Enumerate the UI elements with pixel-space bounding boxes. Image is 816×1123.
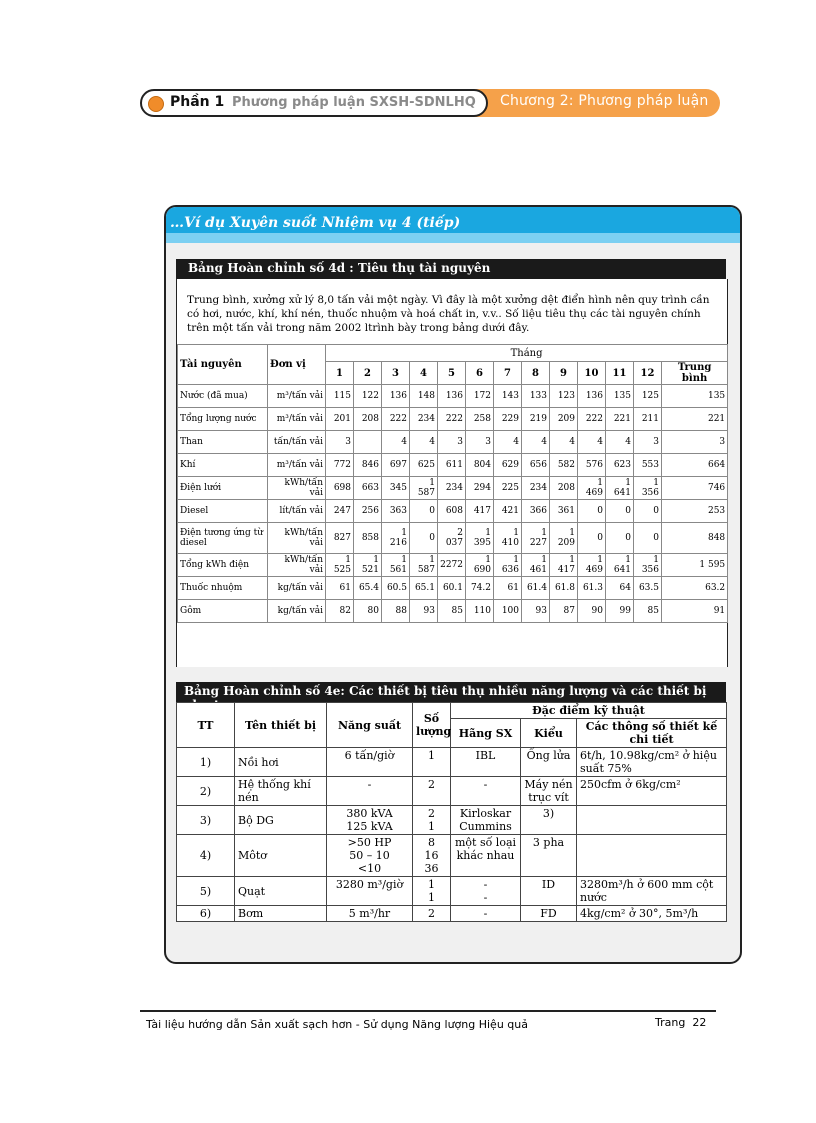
resource-unit: m³/tấn vải <box>268 408 326 431</box>
month-header: 7 <box>494 362 522 385</box>
month-value: 61.4 <box>522 577 550 600</box>
equipment-maker: Kirloskar Cummins <box>451 806 521 835</box>
month-value: 136 <box>382 385 410 408</box>
page-value: 22 <box>692 1016 707 1029</box>
month-value: 0 <box>410 500 438 523</box>
equipment-maker: IBL <box>451 748 521 777</box>
month-value: 1 417 <box>550 554 578 577</box>
month-value: 611 <box>438 454 466 477</box>
month-header: 11 <box>606 362 634 385</box>
month-value: 222 <box>578 408 606 431</box>
month-value: 93 <box>522 600 550 623</box>
resource-name: Thuốc nhuộm <box>178 577 268 600</box>
equipment-type: ID <box>521 877 577 906</box>
col-resource: Tài nguyên <box>178 345 268 385</box>
equipment-qty: 2 <box>413 906 451 922</box>
table-row <box>178 408 728 431</box>
equipment-detail <box>577 835 727 877</box>
month-value: 625 <box>410 454 438 477</box>
table-row <box>178 577 728 600</box>
month-value: 0 <box>578 523 606 554</box>
month-value: 0 <box>606 500 634 523</box>
resource-name: Khí <box>178 454 268 477</box>
equipment-maker: một số loại khác nhau <box>451 835 521 877</box>
chapter-header <box>140 89 720 117</box>
equipment-detail: 3280m³/h ở 600 mm cột nước <box>577 877 727 906</box>
equipment-capacity: 5 m³/hr <box>327 906 413 922</box>
month-value: 4 <box>606 431 634 454</box>
equipment-maker: - <box>451 777 521 806</box>
month-value: 221 <box>606 408 634 431</box>
month-value: 4 <box>550 431 578 454</box>
footer-text: Tài liệu hướng dẫn Sản xuất sạch hơn - Sử dụng Năng lượng Hiệu quả <box>146 1018 528 1031</box>
month-value: 256 <box>354 500 382 523</box>
month-value: 1 469 <box>578 477 606 500</box>
average-value: 135 <box>662 385 728 408</box>
month-value: 61 <box>326 577 354 600</box>
month-value: 90 <box>578 600 606 623</box>
equipment-type: Ống lửa <box>521 748 577 777</box>
resource-unit: kg/tấn vải <box>268 577 326 600</box>
table-row <box>177 906 727 922</box>
month-value: 229 <box>494 408 522 431</box>
equipment-name: Môtơ <box>235 835 327 877</box>
equipment-capacity: >50 HP 50 – 10 <10 <box>327 835 413 877</box>
month-value: 1 587 <box>410 477 438 500</box>
resource-unit: kWh/tấn vải <box>268 523 326 554</box>
equipment-qty: 2 1 <box>413 806 451 835</box>
month-value: 60.5 <box>382 577 410 600</box>
month-value: 61.3 <box>578 577 606 600</box>
month-header: 1 <box>326 362 354 385</box>
month-value: 4 <box>494 431 522 454</box>
equipment-tt: 6) <box>177 906 235 922</box>
month-value: 1 395 <box>466 523 494 554</box>
resource-name: Tổng kWh điện <box>178 554 268 577</box>
month-value: 219 <box>522 408 550 431</box>
month-value: 2272 <box>438 554 466 577</box>
equipment-qty: 2 <box>413 777 451 806</box>
month-value: 61 <box>494 577 522 600</box>
table-row <box>178 523 728 554</box>
table4d-box <box>176 279 728 667</box>
month-value: 698 <box>326 477 354 500</box>
col-spec: Đặc điểm kỹ thuật <box>451 703 727 719</box>
month-value: 366 <box>522 500 550 523</box>
month-value: 61.8 <box>550 577 578 600</box>
chapter-tab <box>470 89 720 117</box>
equipment-tt: 3) <box>177 806 235 835</box>
table-row <box>178 500 728 523</box>
equipment-tt: 5) <box>177 877 235 906</box>
month-value: 133 <box>522 385 550 408</box>
resource-unit: m³/tấn vải <box>268 454 326 477</box>
equipment-type: Máy nén trục vít <box>521 777 577 806</box>
month-value: 858 <box>354 523 382 554</box>
example-banner <box>166 207 740 243</box>
col-qty: Số lượng <box>413 703 451 748</box>
table4d-title: Bảng Hoàn chỉnh số 4d : Tiêu thụ tài nguyên <box>188 261 491 275</box>
month-value: 208 <box>354 408 382 431</box>
resource-name: Điện tương ứng từ diesel <box>178 523 268 554</box>
equipment-maker: - <box>451 906 521 922</box>
month-value: 1 636 <box>494 554 522 577</box>
month-value: 99 <box>606 600 634 623</box>
banner-stripe <box>166 233 740 243</box>
col-maker: Hãng SX <box>451 719 521 748</box>
month-value: 123 <box>550 385 578 408</box>
month-value: 65.1 <box>410 577 438 600</box>
month-value: 0 <box>606 523 634 554</box>
table4e-title-bar <box>176 682 726 702</box>
resource-unit: kWh/tấn vải <box>268 554 326 577</box>
month-value: 772 <box>326 454 354 477</box>
month-value: 576 <box>578 454 606 477</box>
month-value: 1 469 <box>578 554 606 577</box>
table-row <box>177 748 727 777</box>
month-value: 4 <box>578 431 606 454</box>
month-value: 582 <box>550 454 578 477</box>
banner-title: …Ví dụ Xuyên suốt Nhiệm vụ 4 (tiếp) <box>170 215 461 231</box>
month-value: 3 <box>466 431 494 454</box>
equipment-name: Bơm <box>235 906 327 922</box>
table4d-intro: Trung bình, xưởng xử lý 8,0 tấn vải một ngày. Vì đây là một xưởng dệt điển hình nên quy trình cần có hơi, nước, khí, khí nén, thuốc nhuộm và hoá chất in, v.v.. Số liệu tiêu thụ các tài nguyên chính trên một tấn vải trong năm 2002 ltrình bày trong bảng dưới đây. <box>187 294 710 334</box>
month-value: 3 <box>438 431 466 454</box>
month-header: 10 <box>578 362 606 385</box>
month-value: 234 <box>522 477 550 500</box>
average-value: 746 <box>662 477 728 500</box>
month-value: 209 <box>550 408 578 431</box>
col-type: Kiểu <box>521 719 577 748</box>
resource-unit: kg/tấn vải <box>268 600 326 623</box>
table-row <box>177 877 727 906</box>
month-value: 0 <box>634 500 662 523</box>
month-header: 8 <box>522 362 550 385</box>
month-value: 93 <box>410 600 438 623</box>
equipment-name: Bộ DG <box>235 806 327 835</box>
equipment-name: Hệ thống khí nén <box>235 777 327 806</box>
equipment-detail: 6t/h, 10.98kg/cm² ở hiệu suất 75% <box>577 748 727 777</box>
month-value: 125 <box>634 385 662 408</box>
resource-name: Gôm <box>178 600 268 623</box>
month-value <box>354 431 382 454</box>
month-value: 1 690 <box>466 554 494 577</box>
month-value: 135 <box>606 385 634 408</box>
month-header: 2 <box>354 362 382 385</box>
resource-name: Tổng lượng nước <box>178 408 268 431</box>
equipment-tt: 2) <box>177 777 235 806</box>
table-row <box>177 777 727 806</box>
table4e <box>176 702 727 922</box>
month-value: 1 525 <box>326 554 354 577</box>
month-header: 9 <box>550 362 578 385</box>
month-value: 87 <box>550 600 578 623</box>
equipment-capacity: 380 kVA 125 kVA <box>327 806 413 835</box>
equipment-type: 3 pha <box>521 835 577 877</box>
page-label: Trang <box>655 1016 686 1029</box>
equipment-qty: 8 16 36 <box>413 835 451 877</box>
average-value: 253 <box>662 500 728 523</box>
col-unit: Đơn vị <box>268 345 326 385</box>
month-value: 136 <box>438 385 466 408</box>
month-value: 417 <box>466 500 494 523</box>
month-value: 3 <box>326 431 354 454</box>
table-row <box>177 806 727 835</box>
table-row <box>178 554 728 577</box>
resource-name: Diesel <box>178 500 268 523</box>
month-value: 1 356 <box>634 477 662 500</box>
equipment-capacity: 6 tấn/giờ <box>327 748 413 777</box>
equipment-detail: 250cfm ở 6kg/cm² <box>577 777 727 806</box>
table4d-title-bar <box>176 259 726 279</box>
resource-name: Than <box>178 431 268 454</box>
equipment-maker: - - <box>451 877 521 906</box>
col-month: Tháng <box>326 345 728 362</box>
month-value: 1 641 <box>606 554 634 577</box>
equipment-name: Nồi hơi <box>235 748 327 777</box>
resource-unit: lít/tấn vải <box>268 500 326 523</box>
month-header: 5 <box>438 362 466 385</box>
month-value: 1 356 <box>634 554 662 577</box>
month-value: 222 <box>382 408 410 431</box>
month-value: 208 <box>550 477 578 500</box>
month-value: 553 <box>634 454 662 477</box>
resource-unit: m³/tấn vải <box>268 385 326 408</box>
col-capacity: Năng suất <box>327 703 413 748</box>
month-value: 663 <box>354 477 382 500</box>
month-value: 656 <box>522 454 550 477</box>
month-value: 100 <box>494 600 522 623</box>
footer-rule <box>140 1010 716 1012</box>
month-value: 85 <box>634 600 662 623</box>
month-value: 4 <box>382 431 410 454</box>
month-value: 3 <box>634 431 662 454</box>
equipment-type: FD <box>521 906 577 922</box>
month-value: 211 <box>634 408 662 431</box>
equipment-tt: 4) <box>177 835 235 877</box>
equipment-name: Quạt <box>235 877 327 906</box>
month-header: 6 <box>466 362 494 385</box>
average-value: 63.2 <box>662 577 728 600</box>
month-value: 2 037 <box>438 523 466 554</box>
month-value: 294 <box>466 477 494 500</box>
month-value: 827 <box>326 523 354 554</box>
month-value: 143 <box>494 385 522 408</box>
month-value: 122 <box>354 385 382 408</box>
month-value: 1 461 <box>522 554 550 577</box>
equipment-qty: 1 <box>413 748 451 777</box>
chapter-title: Chương 2: Phương pháp luận <box>500 93 709 109</box>
equipment-tt: 1) <box>177 748 235 777</box>
month-value: 247 <box>326 500 354 523</box>
month-value: 64 <box>606 577 634 600</box>
month-value: 222 <box>438 408 466 431</box>
part-title: Phương pháp luận SXSH-SDNLHQ <box>232 95 476 110</box>
month-value: 4 <box>410 431 438 454</box>
resource-name: Nước (đã mua) <box>178 385 268 408</box>
table-row <box>178 431 728 454</box>
example-frame <box>164 205 742 964</box>
month-value: 234 <box>410 408 438 431</box>
table4e-title: Bảng Hoàn chỉnh số 4e: Các thiết bị tiêu thụ nhiều năng lượng và các thiết bị <box>184 684 707 698</box>
month-value: 60.1 <box>438 577 466 600</box>
table-row <box>178 600 728 623</box>
month-value: 1 641 <box>606 477 634 500</box>
table-row <box>177 835 727 877</box>
month-value: 363 <box>382 500 410 523</box>
month-value: 1 227 <box>522 523 550 554</box>
resource-unit: tấn/tấn vải <box>268 431 326 454</box>
month-value: 1 209 <box>550 523 578 554</box>
table-row <box>178 454 728 477</box>
month-value: 361 <box>550 500 578 523</box>
month-header: 12 <box>634 362 662 385</box>
equipment-detail: 4kg/cm² ở 30°, 5m³/h <box>577 906 727 922</box>
month-value: 804 <box>466 454 494 477</box>
average-value: 1 595 <box>662 554 728 577</box>
average-value: 848 <box>662 523 728 554</box>
month-value: 234 <box>438 477 466 500</box>
equipment-capacity: 3280 m³/giờ <box>327 877 413 906</box>
month-value: 4 <box>522 431 550 454</box>
month-header: 3 <box>382 362 410 385</box>
average-value: 3 <box>662 431 728 454</box>
month-value: 136 <box>578 385 606 408</box>
page-number <box>655 1016 706 1029</box>
month-value: 201 <box>326 408 354 431</box>
bullet-icon <box>148 96 164 112</box>
month-value: 63.5 <box>634 577 662 600</box>
table-row <box>178 385 728 408</box>
equipment-qty: 1 1 <box>413 877 451 906</box>
month-value: 110 <box>466 600 494 623</box>
month-value: 148 <box>410 385 438 408</box>
col-detail: Các thông số thiết kế chi tiết <box>577 719 727 748</box>
month-value: 258 <box>466 408 494 431</box>
average-value: 91 <box>662 600 728 623</box>
month-value: 0 <box>410 523 438 554</box>
average-value: 221 <box>662 408 728 431</box>
month-value: 74.2 <box>466 577 494 600</box>
month-value: 0 <box>578 500 606 523</box>
month-value: 1 521 <box>354 554 382 577</box>
month-value: 0 <box>634 523 662 554</box>
part-pill <box>140 89 488 117</box>
equipment-capacity: - <box>327 777 413 806</box>
month-value: 225 <box>494 477 522 500</box>
month-value: 846 <box>354 454 382 477</box>
month-value: 1 410 <box>494 523 522 554</box>
month-value: 623 <box>606 454 634 477</box>
month-value: 85 <box>438 600 466 623</box>
month-header: 4 <box>410 362 438 385</box>
month-value: 65.4 <box>354 577 382 600</box>
equipment-detail <box>577 806 727 835</box>
month-value: 608 <box>438 500 466 523</box>
resource-name: Điện lưới <box>178 477 268 500</box>
month-value: 1 561 <box>382 554 410 577</box>
part-label: Phần 1 <box>170 94 225 110</box>
month-value: 88 <box>382 600 410 623</box>
month-value: 82 <box>326 600 354 623</box>
month-value: 172 <box>466 385 494 408</box>
average-value: 664 <box>662 454 728 477</box>
resource-unit: kWh/tấn vải <box>268 477 326 500</box>
col-tt: TT <box>177 703 235 748</box>
month-value: 1 216 <box>382 523 410 554</box>
month-value: 1 587 <box>410 554 438 577</box>
month-value: 345 <box>382 477 410 500</box>
month-value: 697 <box>382 454 410 477</box>
month-value: 629 <box>494 454 522 477</box>
month-value: 115 <box>326 385 354 408</box>
equipment-type: 3) <box>521 806 577 835</box>
month-value: 80 <box>354 600 382 623</box>
col-avg: Trung bình <box>662 362 728 385</box>
table-row <box>178 477 728 500</box>
month-value: 421 <box>494 500 522 523</box>
col-name: Tên thiết bị <box>235 703 327 748</box>
table4d <box>177 344 728 623</box>
